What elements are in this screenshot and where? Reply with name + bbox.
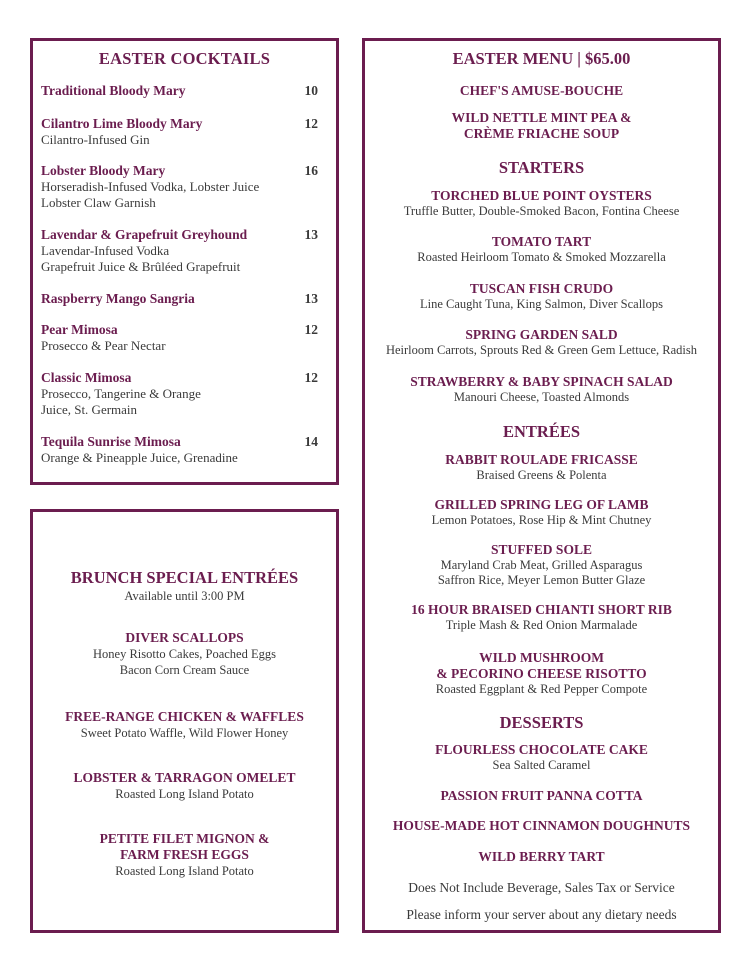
amuse-bouche-name: CHEF'S AMUSE-BOUCHE <box>459 83 624 98</box>
entree-desc: Saffron Rice, Meyer Lemon Butter Glaze <box>437 573 646 587</box>
starter-name: STRAWBERRY & BABY SPINACH SALAD <box>410 374 673 389</box>
cocktail-price: 12 <box>304 116 318 131</box>
brunch-header <box>33 568 336 604</box>
brunch-subtitle: Available until 3:00 PM <box>124 589 245 603</box>
cocktail-price: 13 <box>304 227 318 242</box>
brunch-dish-name: PETITE FILET MIGNON & <box>99 831 270 846</box>
entree-desc: Triple Mash & Red Onion Marmalade <box>445 618 638 632</box>
entree-desc: Maryland Crab Meat, Grilled Asparagus <box>440 558 643 572</box>
brunch-dish-name: LOBSTER & TARRAGON OMELET <box>73 770 296 785</box>
easter-menu-panel <box>362 38 721 933</box>
entree-desc: Roasted Eggplant & Red Pepper Compote <box>435 682 648 696</box>
dietary-note: Please inform your server about any dietary needs <box>406 907 677 922</box>
cocktail-desc: Grapefruit Juice & Brûléed Grapefruit <box>41 259 241 274</box>
entree-item <box>365 650 718 697</box>
soup-name: CRÈME FRIACHE SOUP <box>463 126 620 141</box>
cocktail-desc: Cilantro-Infused Gin <box>41 132 150 147</box>
cocktail-desc: Prosecco, Tangerine & Orange <box>41 386 201 401</box>
cocktail-item <box>41 434 318 466</box>
dessert-item <box>365 788 718 804</box>
starter-name: SPRING GARDEN SALD <box>465 327 618 342</box>
cocktail-desc: Orange & Pineapple Juice, Grenadine <box>41 450 238 465</box>
cocktail-item <box>41 163 318 211</box>
cocktail-name: Tequila Sunrise Mimosa <box>41 434 181 449</box>
entree-name: STUFFED SOLE <box>491 542 592 557</box>
entree-item <box>365 452 718 483</box>
soup-name: WILD NETTLE MINT PEA & <box>451 110 632 125</box>
starter-name: TORCHED BLUE POINT OYSTERS <box>431 188 652 203</box>
starter-desc: Roasted Heirloom Tomato & Smoked Mozzarella <box>417 250 666 264</box>
brunch-dish-desc: Roasted Long Island Potato <box>115 787 254 801</box>
dessert-item <box>365 818 718 834</box>
cocktail-name: Lavendar & Grapefruit Greyhound <box>41 227 248 242</box>
starter-name: TOMATO TART <box>491 234 592 249</box>
entree-name: 16 HOUR BRAISED CHIANTI SHORT RIB <box>411 602 672 617</box>
brunch-dish-name: DIVER SCALLOPS <box>125 630 244 645</box>
brunch-item <box>33 630 336 678</box>
cocktail-price: 10 <box>304 83 318 98</box>
entree-desc: Braised Greens & Polenta <box>476 468 607 482</box>
starter-item <box>365 234 718 265</box>
desserts-heading: DESSERTS <box>499 713 584 732</box>
cocktail-desc: Prosecco & Pear Nectar <box>41 338 166 353</box>
starter-desc: Manouri Cheese, Toasted Almonds <box>453 390 630 404</box>
brunch-dish-desc: Sweet Potato Waffle, Wild Flower Honey <box>80 726 289 740</box>
starter-item <box>365 374 718 405</box>
cocktail-desc: Lavendar-Infused Vodka <box>41 243 170 258</box>
brunch-dish-desc: Bacon Corn Cream Sauce <box>119 663 250 677</box>
starter-desc: Line Caught Tuna, King Salmon, Diver Scallops <box>419 297 664 311</box>
starter-name: TUSCAN FISH CRUDO <box>469 281 614 296</box>
cocktail-name: Lobster Bloody Mary <box>41 163 166 178</box>
cocktail-item <box>41 83 318 99</box>
dessert-item <box>365 742 718 773</box>
starters-heading: STARTERS <box>498 158 585 177</box>
cocktail-name: Classic Mimosa <box>41 370 132 385</box>
entree-item <box>365 497 718 528</box>
cocktail-item <box>41 291 318 307</box>
dessert-item <box>365 849 718 865</box>
starter-desc: Heirloom Carrots, Sprouts Red & Green Gem Lettuce, Radish <box>385 343 698 357</box>
dessert-name: WILD BERRY TART <box>478 849 605 864</box>
dessert-name: HOUSE-MADE HOT CINNAMON DOUGHNUTS <box>392 818 691 833</box>
cocktail-desc: Lobster Claw Garnish <box>41 195 156 210</box>
dessert-name: FLOURLESS CHOCOLATE CAKE <box>435 742 648 757</box>
brunch-dish-name: FREE-RANGE CHICKEN & WAFFLES <box>65 709 304 724</box>
easter-cocktails-panel <box>30 38 339 485</box>
soup-course <box>365 110 718 142</box>
entree-name: & PECORINO CHEESE RISOTTO <box>436 666 647 681</box>
cocktail-desc: Horseradish-Infused Vodka, Lobster Juice <box>41 179 260 194</box>
amuse-bouche <box>365 83 718 99</box>
cocktail-item <box>41 116 318 148</box>
entree-item <box>365 602 718 633</box>
cocktail-name: Pear Mimosa <box>41 322 118 337</box>
pricing-note: Does Not Include Beverage, Sales Tax or Service <box>408 880 675 895</box>
cocktail-price: 13 <box>304 291 318 306</box>
entree-desc: Lemon Potatoes, Rose Hip & Mint Chutney <box>431 513 652 527</box>
cocktail-name: Raspberry Mango Sangria <box>41 291 195 306</box>
brunch-dish-name: FARM FRESH EGGS <box>120 847 249 862</box>
cocktails-title: EASTER COCKTAILS <box>98 49 271 68</box>
brunch-item <box>33 831 336 879</box>
cocktail-price: 14 <box>304 434 318 449</box>
starter-item <box>365 188 718 219</box>
easter-menu-title: EASTER MENU | $65.00 <box>452 49 631 68</box>
brunch-title: BRUNCH SPECIAL ENTRÉES <box>70 568 299 587</box>
starter-item <box>365 327 718 358</box>
cocktail-item <box>41 370 318 418</box>
entree-name: GRILLED SPRING LEG OF LAMB <box>434 497 649 512</box>
starter-item <box>365 281 718 312</box>
cocktail-price: 12 <box>304 370 318 385</box>
entree-item <box>365 542 718 588</box>
brunch-item <box>33 709 336 741</box>
brunch-dish-desc: Roasted Long Island Potato <box>115 864 254 878</box>
cocktail-name: Traditional Bloody Mary <box>41 83 186 98</box>
brunch-item <box>33 770 336 802</box>
brunch-dish-desc: Honey Risotto Cakes, Poached Eggs <box>93 647 276 661</box>
starter-desc: Truffle Butter, Double-Smoked Bacon, Fontina Cheese <box>403 204 680 218</box>
entree-name: WILD MUSHROOM <box>479 650 604 665</box>
entree-name: RABBIT ROULADE FRICASSE <box>445 452 638 467</box>
cocktail-price: 16 <box>304 163 318 178</box>
entrees-heading: ENTRÉES <box>502 422 581 441</box>
dessert-name: PASSION FRUIT PANNA COTTA <box>440 788 643 803</box>
cocktail-price: 12 <box>304 322 318 337</box>
cocktail-name: Cilantro Lime Bloody Mary <box>41 116 203 131</box>
cocktail-item <box>41 227 318 275</box>
cocktail-item <box>41 322 318 354</box>
brunch-specials-panel <box>30 509 339 933</box>
dessert-desc: Sea Salted Caramel <box>492 758 591 772</box>
cocktail-desc: Juice, St. Germain <box>41 402 138 417</box>
